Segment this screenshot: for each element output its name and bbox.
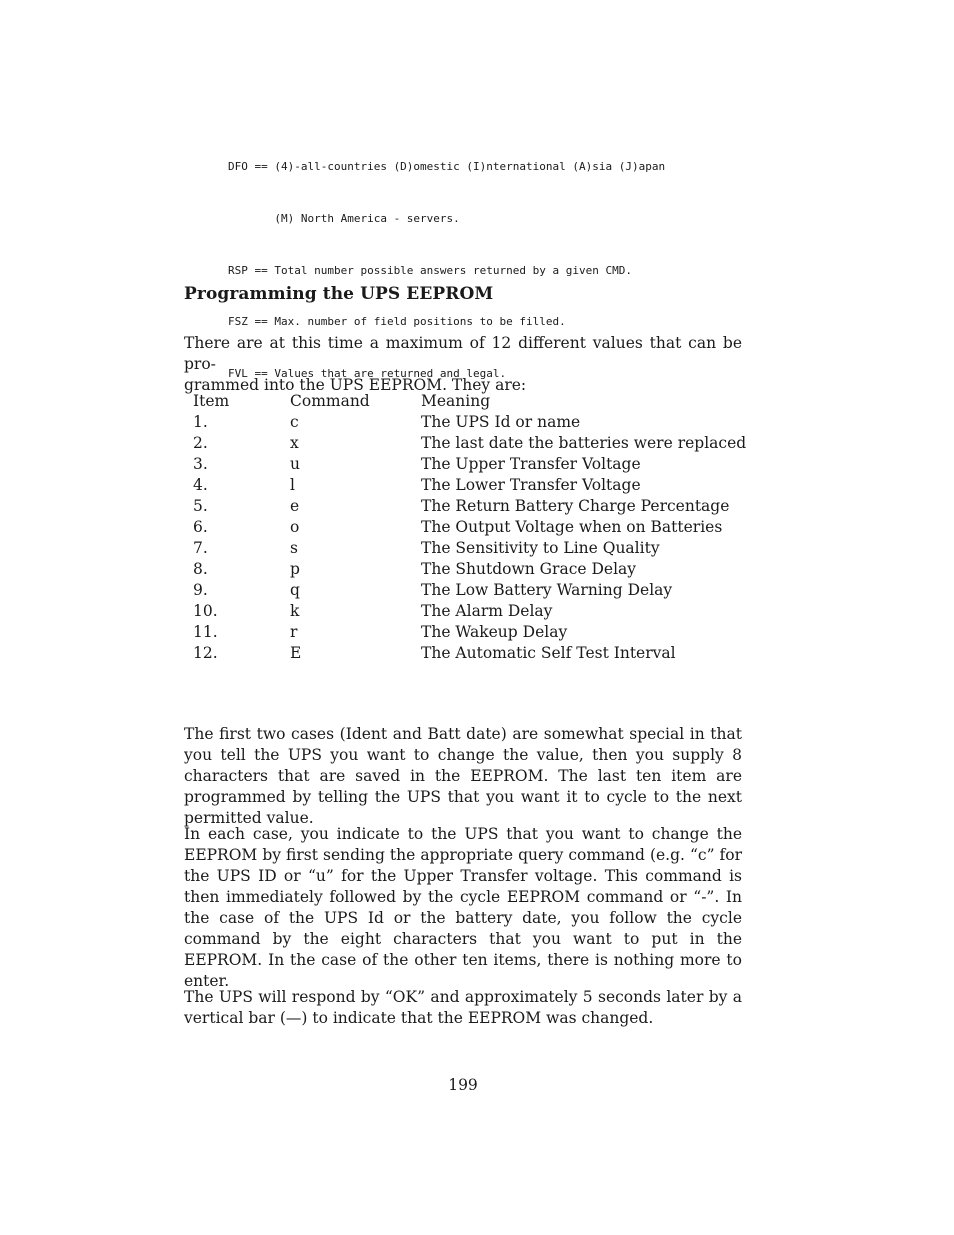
- row-meaning: The Output Voltage when on Batteries: [421, 518, 723, 536]
- row-command: k: [290, 602, 300, 620]
- table-row: [193, 580, 751, 601]
- table-row: [193, 475, 751, 496]
- table-row: [193, 538, 751, 559]
- paragraph-special-cases: The first two cases (Ident and Batt date) are somewhat special in that you tell the UPS you want to change the value, then you supply 8 characters that are saved in the EEPROM. The last ten item are programmed by telling the UPS that you want it to cycle to the next permitted value.: [184, 725, 742, 827]
- section-heading: Programming the UPS EEPROM: [184, 284, 494, 304]
- row-item: 3.: [193, 455, 208, 473]
- row-item: 5.: [193, 497, 208, 515]
- row-meaning: The Alarm Delay: [421, 602, 553, 620]
- table-row: [193, 454, 751, 475]
- row-command: o: [290, 518, 300, 536]
- intro-line-2: grammed into the UPS EEPROM. They are:: [184, 376, 527, 394]
- intro-line-1: There are at this time a maximum of 12 different values that can be pro-: [184, 334, 742, 373]
- row-item: 1.: [193, 413, 208, 431]
- row-command: e: [290, 497, 300, 515]
- definition-line-fvl: FVL == Values that are returned and legal.: [228, 366, 507, 380]
- paragraph-response: The UPS will respond by “OK” and approximately 5 seconds later by a vertical bar (—) to indicate that the EEPROM was changed.: [184, 988, 742, 1027]
- row-command: E: [290, 644, 302, 662]
- table-row: [193, 643, 751, 664]
- table-row: [193, 559, 751, 580]
- row-item: 7.: [193, 539, 208, 557]
- row-meaning: The Low Battery Warning Delay: [421, 581, 673, 599]
- row-meaning: The last date the batteries were replaced: [421, 434, 747, 452]
- eeprom-command-table: [193, 391, 751, 664]
- definition-line-dfo-continued: (M) North America - servers.: [228, 212, 460, 225]
- row-item: 10.: [193, 602, 218, 620]
- row-meaning: The Upper Transfer Voltage: [421, 455, 641, 473]
- row-meaning: The Return Battery Charge Percentage: [421, 497, 730, 515]
- table-header-row: [193, 391, 751, 412]
- row-command: u: [290, 455, 300, 473]
- paragraph-procedure: In each case, you indicate to the UPS that you want to change the EEPROM by first sending the appropriate query command (e.g. “c” for the UPS ID or “u” for the Upper Transfer voltage. This command is then immediately followed by the cycle EEPROM command or “-”. In the case of the UPS Id or the battery date, you follow the cycle command by the eight characters that you want to put in the EEPROM. In the case of the other ten items, there is nothing more to enter.: [184, 825, 742, 990]
- row-item: 8.: [193, 560, 208, 578]
- column-header-item: Item: [193, 392, 230, 410]
- row-command: l: [290, 476, 295, 494]
- row-command: r: [290, 623, 298, 641]
- definition-line-rsp: RSP == Total number possible answers returned by a given CMD.: [228, 263, 632, 277]
- row-command: q: [290, 581, 300, 599]
- row-meaning: The Shutdown Grace Delay: [421, 560, 637, 578]
- intro-paragraph: [184, 333, 742, 396]
- table-row: [193, 622, 751, 643]
- table-row: [193, 433, 751, 454]
- definition-line-dfo: DFO == (4)-all-countries (D)omestic (I)nternational (A)sia (J)apan: [228, 160, 666, 174]
- row-meaning: The Wakeup Delay: [421, 623, 568, 641]
- row-meaning: The Sensitivity to Line Quality: [421, 539, 660, 557]
- column-header-command: Command: [290, 392, 370, 410]
- row-command: x: [290, 434, 299, 452]
- row-item: 4.: [193, 476, 208, 494]
- row-meaning: The Automatic Self Test Interval: [421, 644, 676, 662]
- row-command: p: [290, 560, 300, 578]
- table-row: [193, 601, 751, 622]
- table-row: [193, 517, 751, 538]
- row-meaning: The Lower Transfer Voltage: [421, 476, 641, 494]
- row-item: 12.: [193, 644, 218, 662]
- row-command: c: [290, 413, 299, 431]
- column-header-meaning: Meaning: [421, 392, 491, 410]
- page-number: 199: [448, 1076, 478, 1094]
- table-row: [193, 496, 751, 517]
- row-item: 2.: [193, 434, 208, 452]
- definition-line-fsz: FSZ == Max. number of field positions to be filled.: [228, 315, 566, 329]
- row-item: 9.: [193, 581, 208, 599]
- table-row: [193, 412, 751, 433]
- row-command: s: [290, 539, 298, 557]
- row-item: 6.: [193, 518, 208, 536]
- row-item: 11.: [193, 623, 218, 641]
- row-meaning: The UPS Id or name: [421, 413, 581, 431]
